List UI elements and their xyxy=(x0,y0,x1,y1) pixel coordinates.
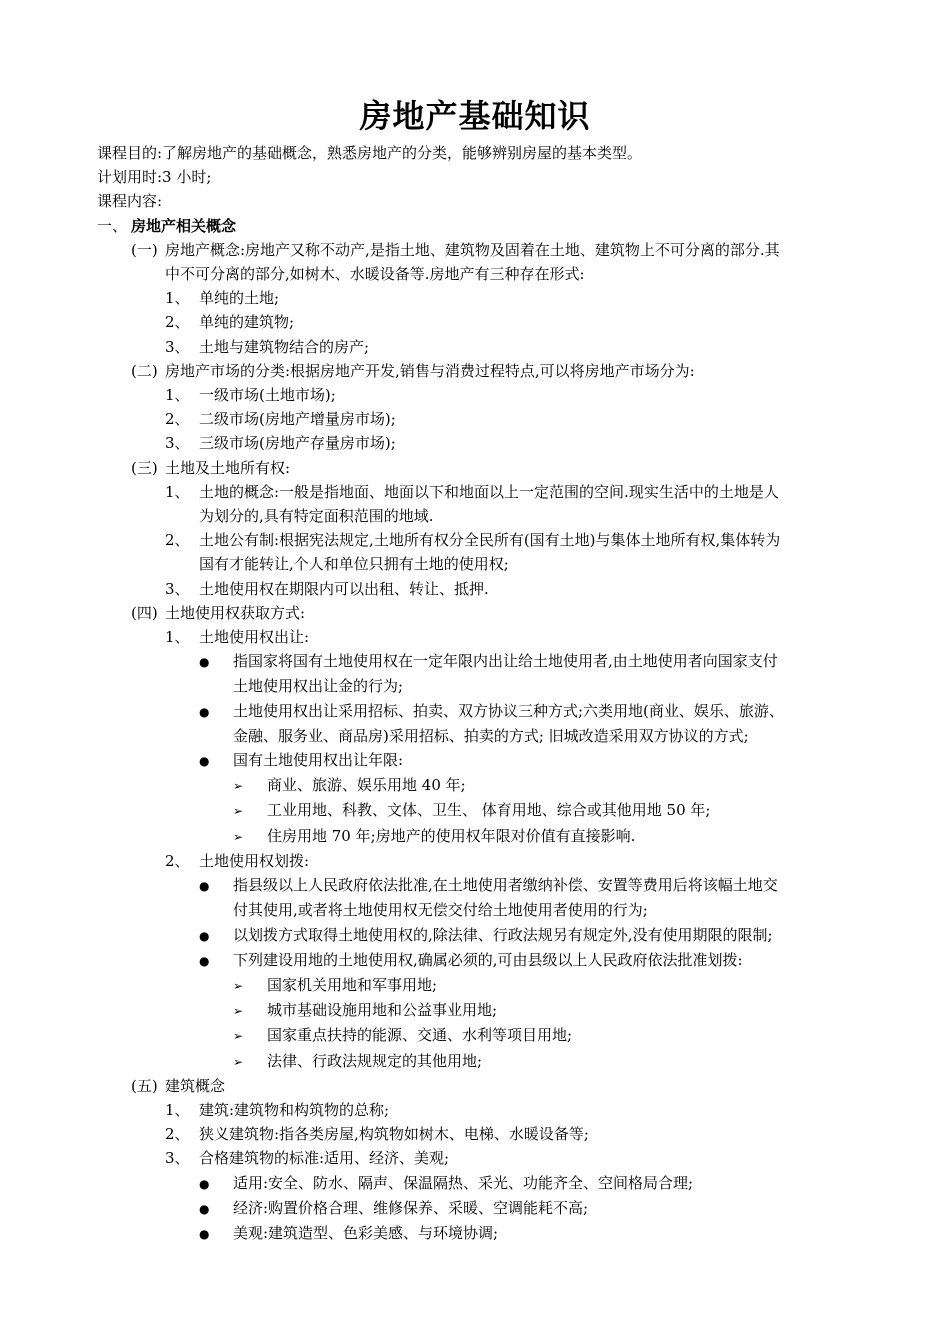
arrow-icon: ➢ xyxy=(233,1029,244,1044)
bullet-text: 经济:购置价格合理、维修保养、采暖、空调能耗不高; xyxy=(233,1198,589,1217)
list-item xyxy=(0,286,950,310)
subsection-4 xyxy=(0,601,950,625)
section-heading xyxy=(0,214,950,238)
list-text: 一级市场(土地市场); xyxy=(199,386,336,405)
list-text: 建筑:建筑物和构筑物的总称; xyxy=(199,1100,390,1119)
subsection-text: 房地产市场的分类:根据房地产开发,销售与消费过程特点,可以将房地产市场分为: xyxy=(165,361,695,380)
list-continuation: 为划分的,具有特定面积范围的地域. xyxy=(199,507,434,526)
list-item xyxy=(0,431,950,455)
subsection-marker: (四) xyxy=(131,603,158,622)
bullet-icon: ● xyxy=(199,928,210,943)
bullet-item xyxy=(0,748,950,773)
bullet-item xyxy=(0,699,950,724)
arrow-item xyxy=(0,998,950,1023)
list-marker: 1、 xyxy=(165,386,190,405)
subsection-3 xyxy=(0,456,950,480)
arrow-icon: ➢ xyxy=(233,829,244,844)
list-marker: 2、 xyxy=(165,410,190,429)
bullet-continuation: 付其使用,或者将土地使用权无偿交付给土地使用者使用的行为; xyxy=(233,901,648,920)
subsection-marker: (五) xyxy=(131,1076,158,1095)
bullet-continuation: 金融、服务业、商品房)采用招标、拍卖的方式; 旧城改造采用双方协议的方式; xyxy=(233,726,749,745)
subsection-text: 土地使用权获取方式: xyxy=(165,603,306,622)
bullet-icon: ● xyxy=(199,953,210,968)
list-text: 土地使用权划拨: xyxy=(199,851,310,870)
bullet-icon: ● xyxy=(199,704,210,719)
list-text: 合格建筑物的标准:适用、经济、美观; xyxy=(199,1149,450,1168)
subsection-marker: (一) xyxy=(131,240,158,259)
course-purpose: 课程目的:了解房地产的基础概念，熟悉房地产的分类，能够辨别房屋的基本类型。 xyxy=(97,144,643,162)
course-duration: 计划用时:3 小时; xyxy=(97,168,212,187)
list-item xyxy=(0,480,950,504)
arrow-item xyxy=(0,824,950,849)
list-item xyxy=(0,577,950,601)
document-body xyxy=(0,141,950,1246)
bullet-icon: ● xyxy=(199,754,210,769)
arrow-item xyxy=(0,973,950,998)
list-marker: 2、 xyxy=(165,1125,190,1144)
arrow-icon: ➢ xyxy=(233,779,244,794)
list-item xyxy=(0,849,950,873)
subsection-1 xyxy=(0,238,950,262)
arrow-icon: ➢ xyxy=(233,1054,244,1069)
subsection-marker: (二) xyxy=(131,361,158,380)
bullet-text: 下列建设用地的土地使用权,确属必须的,可由县级以上人民政府依法批准划拨: xyxy=(233,950,743,969)
arrow-item xyxy=(0,798,950,823)
bullet-text: 指国家将国有土地使用权在一定年限内出让给土地使用者,由土地使用者向国家支付 xyxy=(233,652,778,671)
bullet-item xyxy=(0,948,950,973)
arrow-text: 商业、旅游、娱乐用地 40 年; xyxy=(267,776,466,795)
subsection-marker: (三) xyxy=(131,458,158,477)
section-heading-text: 房地产相关概念 xyxy=(131,216,237,235)
list-item xyxy=(0,335,950,359)
bullet-icon: ● xyxy=(199,655,210,670)
list-text: 三级市场(房地产存量房市场); xyxy=(199,434,396,453)
subsection-continuation: 中不可分离的部分,如树木、水暖设备等.房地产有三种存在形式: xyxy=(165,265,585,284)
section-marker: 一、 xyxy=(97,216,128,235)
arrow-text: 住房用地 70 年;房地产的使用权年限对价值有直接影响. xyxy=(267,826,636,845)
course-content-label: 课程内容: xyxy=(97,192,163,211)
list-item xyxy=(0,528,950,552)
list-text: 二级市场(房地产增量房市场); xyxy=(199,410,396,429)
arrow-item xyxy=(0,773,950,798)
bullet-item xyxy=(0,649,950,674)
list-item xyxy=(0,1146,950,1170)
bullet-icon: ● xyxy=(199,1176,210,1191)
list-text: 单纯的建筑物; xyxy=(199,313,295,332)
bullet-text: 美观:建筑造型、色彩美感、与环境协调; xyxy=(233,1223,499,1242)
arrow-icon: ➢ xyxy=(233,804,244,819)
list-text: 土地使用权在期限内可以出租、转让、抵押. xyxy=(199,579,489,598)
bullet-text: 土地使用权出让采用招标、拍卖、双方协议三种方式;六类用地(商业、娱乐、旅游、 xyxy=(233,701,784,720)
arrow-text: 国家机关用地和军事用地; xyxy=(267,975,438,994)
list-text: 狭义建筑物:指各类房屋,构筑物如树木、电梯、水暖设备等; xyxy=(199,1125,589,1144)
bullet-text: 指县级以上人民政府依法批准,在土地使用者缴纳补偿、安置等费用后将该幅土地交 xyxy=(233,876,778,895)
bullet-icon: ● xyxy=(199,879,210,894)
list-text: 土地公有制:根据宪法规定,土地所有权分全民所有(国有土地)与集体土地所有权,集体转为 xyxy=(199,531,781,550)
list-marker: 3、 xyxy=(165,579,190,598)
list-item xyxy=(0,1122,950,1146)
list-text: 土地的概念:一般是指地面、地面以下和地面以上一定范围的空间.现实生活中的土地是人 xyxy=(199,482,779,501)
list-text: 单纯的土地; xyxy=(199,289,280,308)
arrow-text: 国家重点扶持的能源、交通、水利等项目用地; xyxy=(267,1026,573,1045)
list-item xyxy=(0,1098,950,1122)
arrow-icon: ➢ xyxy=(233,978,244,993)
bullet-item xyxy=(0,1171,950,1196)
bullet-icon: ● xyxy=(199,1201,210,1216)
arrow-text: 法律、行政法规规定的其他用地; xyxy=(267,1051,483,1070)
bullet-text: 以划拨方式取得土地使用权的,除法律、行政法规另有规定外,没有使用期限的限制; xyxy=(233,925,773,944)
subsection-text: 土地及土地所有权: xyxy=(165,458,291,477)
subsection-5 xyxy=(0,1074,950,1098)
list-marker: 1、 xyxy=(165,1100,190,1119)
bullet-text: 国有土地使用权出让年限: xyxy=(233,751,404,770)
bullet-item xyxy=(0,1196,950,1221)
subsection-2 xyxy=(0,359,950,383)
list-marker: 1、 xyxy=(165,482,190,501)
arrow-text: 工业用地、科教、文体、卫生、 体育用地、综合或其他用地 50 年; xyxy=(267,801,711,820)
list-text: 土地使用权出让: xyxy=(199,628,310,647)
list-marker: 2、 xyxy=(165,851,190,870)
list-marker: 3、 xyxy=(165,337,190,356)
list-marker: 2、 xyxy=(165,531,190,550)
bullet-item xyxy=(0,873,950,898)
list-item xyxy=(0,310,950,334)
arrow-item xyxy=(0,1049,950,1074)
list-marker: 1、 xyxy=(165,628,190,647)
list-marker: 2、 xyxy=(165,313,190,332)
document-title: 房地产基础知识 xyxy=(359,97,591,135)
list-continuation: 国有才能转让,个人和单位只拥有土地的使用权; xyxy=(199,555,509,574)
bullet-text: 适用:安全、防水、隔声、保温隔热、采光、功能齐全、空间格局合理; xyxy=(233,1173,694,1192)
bullet-item xyxy=(0,1221,950,1246)
arrow-item xyxy=(0,1023,950,1048)
subsection-text: 房地产概念:房地产又称不动产,是指土地、建筑物及固着在土地、建筑物上不可分离的部分.其 xyxy=(165,240,780,259)
list-marker: 3、 xyxy=(165,1149,190,1168)
list-marker: 3、 xyxy=(165,434,190,453)
list-item xyxy=(0,383,950,407)
subsection-text: 建筑概念 xyxy=(165,1076,226,1095)
bullet-icon: ● xyxy=(199,1226,210,1241)
bullet-continuation: 土地使用权出让金的行为; xyxy=(233,677,404,696)
bullet-item xyxy=(0,923,950,948)
list-text: 土地与建筑物结合的房产; xyxy=(199,337,370,356)
list-marker: 1、 xyxy=(165,289,190,308)
arrow-text: 城市基础设施用地和公益事业用地; xyxy=(267,1001,498,1020)
list-item xyxy=(0,625,950,649)
arrow-icon: ➢ xyxy=(233,1004,244,1019)
list-item xyxy=(0,407,950,431)
